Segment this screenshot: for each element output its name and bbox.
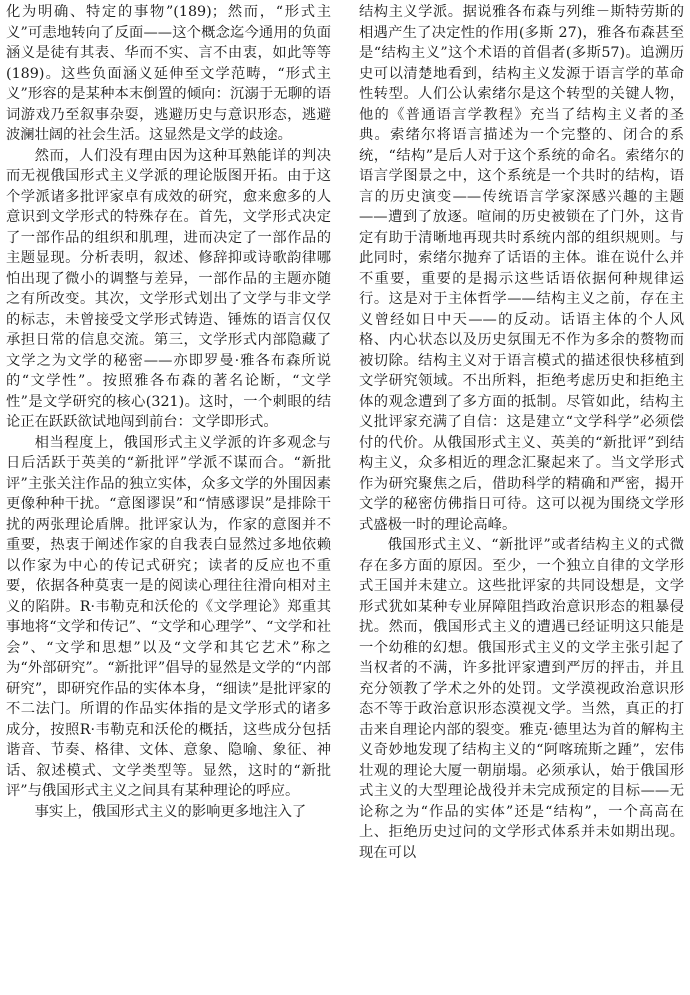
left-column [6, 2, 331, 822]
right-paragraph-2: 俄国形式主义、“新批评”或者结构主义的式微存在多方面的原因。至少，一个独立自律的文学形式王国并未建立。这些批评家的共同设想是，文学形式犹如某种专业屏障阻挡政治意识形态的粗暴侵扰。然而，俄国形式主义的遭遇已经证明这只能是一个幼稚的幻想。俄国形式主义的文学主张引起了当权者的不满，许多批评家遭到严厉的抨击，并且充分领教了学术之外的处罚。文学漠视政治意识形态不等于政治意识形态漠视文学。当然，真正的打击来自理论内部的裂变。雅克·德里达为首的解构主义奇妙地发现了结构主义的“阿喀琉斯之踵”，宏伟壮观的理论大厦一朝崩塌。必须承认，始于俄国形式主义的大型理论战役并未完成预定的目标——无论称之为“作品的实体”还是“结构”，一个高高在上、拒绝历史过问的文学形式体系并未如期出现。现在可以 [359, 537, 684, 861]
right-column [359, 2, 684, 863]
left-paragraph-2: 然而，人们没有理由因为这种耳熟能详的判决而无视俄国形式主义学派的理论版图开拓。由于这个学派诸多批评家卓有成效的研究，愈来愈多的人意识到文学形式的特殊存在。首先，文学形式决定了一部作品的组织和肌理，进而决定了一部作品的主题显现。分析表明，叙述、修辞抑或诗歌韵律哪怕出现了微小的调整与差异，一部作品的主题亦随之有所改变。其次，文学形式划出了文学与非文学的标志，未曾接受文学形式铸造、锤炼的语言仅仅承担日常的信息交流。第三，文学形式内部隐藏了文学之为文学的秘密——亦即罗曼·雅各布森所说的“文学性”。按照雅各布森的著名论断，“文学性”是文学研究的核心(321)。这时，一个刺眼的结论正在跃跃欲试地闯到前台：文学即形式。 [6, 147, 331, 430]
right-paragraph-1: 结构主义学派。据说雅各布森与列维－斯特劳斯的相遇产生了决定性的作用(多斯 27)，雅各布森甚至是“结构主义”这个术语的首倡者(多斯57)。追溯历史可以清楚地看到，结构主义发源于语言学的革命性转型。人们公认索绪尔是这个转型的关键人物，他的《普通语言学教程》充当了结构主义者的圣典。索绪尔将语言描述为一个完整的、闭合的系统，“结构”是后人对于这个系统的命名。索绪尔的语言学图景之中，这个系统是一个共时的结构，语言的历史演变——传统语言学家深感兴趣的主题——遭到了放逐。喧闹的历史被锁在了门外，这肯定有助于清晰地再现共时系统内部的组织规则。与此同时，索绪尔抛弃了话语的主体。谁在说什么并不重要，重要的是揭示这些话语依据何种规律运行。这是对于主体哲学——结构主义之前，存在主义曾经如日中天——的反动。话语主体的个人风格、内心状态以及历史氛围无不作为多余的赘物而被切除。结构主义对于语言模式的描述很快移植到文学研究领域。不出所料，拒绝考虑历史和拒绝主体的观念遭到了多方面的抵制。尽管如此，结构主义批评家充满了自信：这是建立“文学科学”必须偿付的代价。从俄国形式主义、英美的“新批评”到结构主义，众多相近的理念汇聚起来了。当文学形式作为研究聚焦之后，借助科学的精确和严密，揭开文学的秘密仿佛指日可待。这可以视为围绕文学形式盛极一时的理论高峰。 [359, 4, 684, 533]
left-paragraph-1: 化为明确、特定的事物”(189)；然而，“形式主义”可恚地转向了反面——这个概念迄今通用的负面涵义是徒有其表、华而不实、言不由衷，如此等等(189)。这些负面涵义延伸至文学范畴，“形式主义”形容的是某种本末倒置的倾向：沉溺于无聊的语词游戏乃至叙事杂耍，逃避历史与意识形态，逃避波澜壮阔的社会生活。这显然是文学的歧途。 [6, 4, 331, 143]
left-paragraph-4: 事实上，俄国形式主义的影响更多地注入了 [34, 803, 307, 820]
left-paragraph-3: 相当程度上，俄国形式主义学派的许多观念与日后活跃于英美的“新批评”学派不谋而合。“新批评”主张关注作品的独立实体，众多文学的外围因素更像种种干扰。“意图谬误”和“情感谬误”是排除干扰的两张理论盾牌。批评家认为，作家的意图并不重要，热衷于阐述作家的自我表白显然过多地依赖以作家为中心的传记式研究；读者的反应也不重要，依据各种莫衷一是的阅读心理往往滑向相对主义的陷阱。R·韦勒克和沃伦的《文学理论》郑重其事地将“文学和传记”、“文学和心理学”、“文学和社会”、“文学和思想”以及“文学和其它艺术”称之为“外部研究”。“新批评”倡导的显然是文学的“内部研究”，即研究作品的实体本身，“细读”是批评家的不二法门。所谓的作品实体指的是文学形式的诸多成分，按照R·韦勒克和沃伦的概括，这些成分包括谐音、节奏、格律、文体、意象、隐喻、象征、神话、叙述模式、文学类型等。显然，这时的“新批评”与俄国形式主义之间具有某种理论的呼应。 [6, 434, 331, 799]
